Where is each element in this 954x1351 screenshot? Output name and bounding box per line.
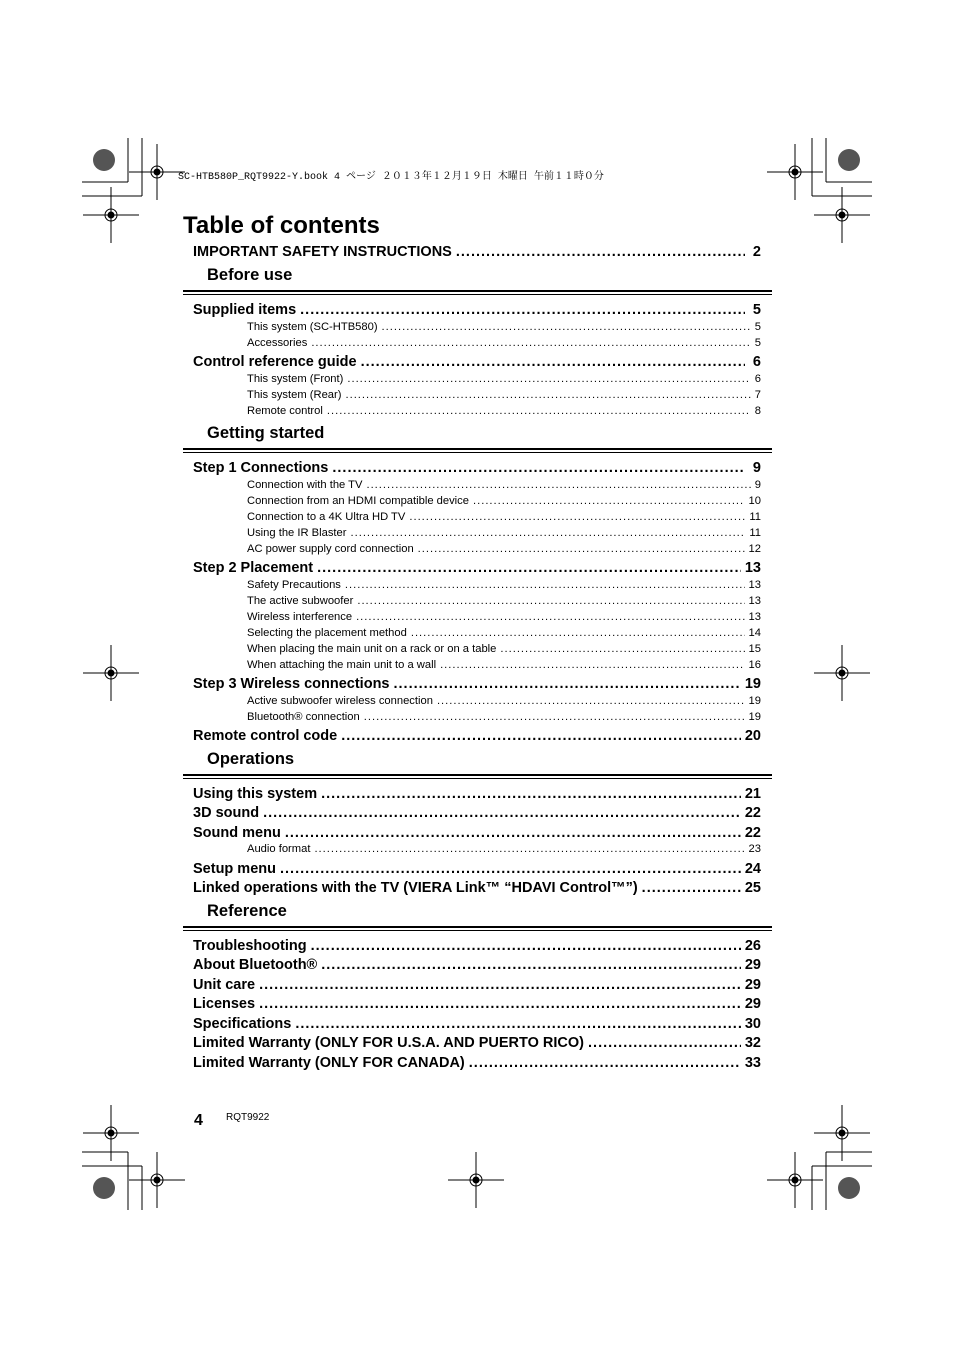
toc-entry-label: Sound menu <box>193 824 281 841</box>
document-code: RQT9922 <box>226 1112 270 1123</box>
toc-entry[interactable] <box>193 805 761 821</box>
toc-subentry-page: 11 <box>749 526 761 539</box>
toc-entry-label: Remote control code <box>193 728 338 744</box>
section-rule <box>183 926 772 931</box>
toc-subentry-label: Accessories <box>247 336 308 349</box>
toc-entry[interactable] <box>193 302 761 318</box>
toc-subentry[interactable] <box>247 611 761 623</box>
toc-entry-page: 21 <box>744 785 761 802</box>
toc-subentry-page: 14 <box>748 626 761 639</box>
toc-entry-page: 24 <box>744 860 761 877</box>
leader-dots <box>500 643 744 655</box>
toc-entry-page: 22 <box>744 824 761 841</box>
leader-dots <box>456 244 745 260</box>
toc-subentry-label: This system (Rear) <box>247 388 342 401</box>
toc-subentry-label: AC power supply cord connection <box>247 542 414 555</box>
toc-entry[interactable] <box>193 977 761 993</box>
toc-subentry-page: 13 <box>748 610 761 623</box>
section-rule <box>183 290 772 295</box>
leader-dots <box>588 1035 741 1051</box>
leader-dots <box>469 1055 741 1071</box>
toc-entry[interactable] <box>193 460 761 476</box>
toc-entry-page: 25 <box>744 880 761 896</box>
leader-dots <box>366 479 750 491</box>
toc-entry[interactable] <box>193 1055 761 1071</box>
toc-subentry-page: 13 <box>748 594 761 607</box>
leader-dots <box>314 843 744 855</box>
toc-subentry-label: This system (Front) <box>247 372 344 385</box>
leader-dots <box>437 695 745 707</box>
toc-subentry-label: Safety Precautions <box>247 578 341 591</box>
leader-dots <box>321 957 741 973</box>
toc-entry-page: 9 <box>752 460 761 476</box>
toc-subentry-page: 12 <box>748 542 761 555</box>
toc-entry-page: 2 <box>752 244 761 260</box>
toc-entry-label: Control reference guide <box>193 354 357 370</box>
toc-entry-label: Limited Warranty (ONLY FOR CANADA) <box>193 1054 465 1071</box>
toc-subentry-page: 8 <box>754 404 761 417</box>
toc-subentry[interactable] <box>247 643 761 655</box>
toc-subentry[interactable] <box>247 511 761 523</box>
toc-subentry[interactable] <box>247 695 761 707</box>
leader-dots <box>317 560 741 576</box>
toc-entry-page: 33 <box>744 1054 761 1071</box>
toc-entry-label: IMPORTANT SAFETY INSTRUCTIONS <box>193 244 452 260</box>
color-patch-icon <box>93 1177 115 1199</box>
leader-dots <box>300 302 745 318</box>
leader-dots <box>345 389 750 401</box>
leader-dots <box>263 805 741 821</box>
leader-dots <box>259 996 741 1012</box>
page-title: Table of contents <box>183 212 380 239</box>
leader-dots <box>311 938 741 954</box>
toc-entry-page: 29 <box>744 996 761 1012</box>
toc-entry-page: 22 <box>744 805 761 821</box>
toc-entry-page: 20 <box>744 728 761 744</box>
toc-subentry[interactable] <box>247 543 761 555</box>
toc-entry-page: 13 <box>744 560 761 576</box>
toc-subentry-page: 19 <box>748 694 761 707</box>
toc-subentry[interactable] <box>247 479 761 491</box>
leader-dots <box>361 354 745 370</box>
toc-entry-page: 5 <box>752 302 761 318</box>
toc-entry-page: 6 <box>752 354 761 370</box>
toc-subentry-page: 6 <box>754 372 761 385</box>
toc-subentry[interactable] <box>247 527 761 539</box>
toc-entry[interactable] <box>193 938 761 954</box>
toc-subentry[interactable] <box>247 405 761 417</box>
toc-entry-label: Using this system <box>193 785 318 802</box>
toc-entry-label: Linked operations with the TV (VIERA Link™ “HDAVI Control™”) <box>193 880 638 896</box>
toc-subentry-page: 15 <box>748 642 761 655</box>
toc-entry-label: Step 2 Placement <box>193 560 314 576</box>
color-patch-icon <box>838 149 860 171</box>
toc-entry-page: 26 <box>744 937 761 954</box>
toc-entry[interactable] <box>193 861 761 877</box>
toc-entry[interactable] <box>193 1035 761 1051</box>
toc-subentry-page: 23 <box>748 843 761 855</box>
toc-subentry[interactable] <box>247 495 761 507</box>
toc-entry[interactable] <box>193 676 761 692</box>
toc-subentry-label: Connection from an HDMI compatible device <box>247 494 469 507</box>
leader-dots <box>364 711 745 723</box>
print-header-line: SC-HTB580P_RQT9922-Y.book 4 ページ ２０１３年１２月１９日 木曜日 午前１１時０分 <box>178 172 604 183</box>
leader-dots <box>332 460 745 476</box>
toc-subentry[interactable] <box>247 579 761 591</box>
section-heading: Before use <box>207 266 293 284</box>
section-rule <box>183 774 772 779</box>
toc-entry[interactable] <box>193 786 761 802</box>
toc-entry[interactable] <box>193 996 761 1012</box>
leader-dots <box>357 595 744 607</box>
leader-dots <box>345 579 745 591</box>
toc-subentry-page: 13 <box>748 578 761 591</box>
leader-dots <box>321 786 741 802</box>
toc-subentry-page: 5 <box>754 336 761 349</box>
toc-entry-label: 3D sound <box>193 805 260 821</box>
leader-dots <box>394 676 741 692</box>
toc-entry-label: About Bluetooth® <box>193 957 318 973</box>
toc-subentry-label: The active subwoofer <box>247 594 354 607</box>
toc-entry[interactable] <box>193 880 761 896</box>
toc-subentry-label: Selecting the placement method <box>247 626 407 639</box>
toc-entry-label: Unit care <box>193 976 256 993</box>
toc-entry[interactable] <box>193 728 761 744</box>
toc-subentry[interactable] <box>247 711 761 723</box>
leader-dots <box>327 405 751 417</box>
toc-entry[interactable] <box>193 957 761 973</box>
leader-dots <box>351 527 746 539</box>
leader-dots <box>259 977 741 993</box>
leader-dots <box>356 611 744 623</box>
leader-dots <box>440 659 744 671</box>
toc-entry-label: Supplied items <box>193 302 297 318</box>
toc-subentry-page: 19 <box>748 710 761 723</box>
toc-entry-label: Setup menu <box>193 860 276 877</box>
leader-dots <box>280 861 741 877</box>
toc-entry[interactable] <box>193 560 761 576</box>
leader-dots <box>642 880 741 896</box>
toc-subentry[interactable] <box>247 389 761 401</box>
toc-subentry[interactable] <box>247 321 761 333</box>
toc-subentry-page: 5 <box>754 320 761 333</box>
leader-dots <box>341 728 741 744</box>
leader-dots <box>285 825 741 841</box>
toc-entry-page: 29 <box>744 976 761 993</box>
toc-subentry-label: Connection to a 4K Ultra HD TV <box>247 510 406 523</box>
leader-dots <box>382 321 751 333</box>
leader-dots <box>295 1016 741 1032</box>
leader-dots <box>473 495 745 507</box>
toc-entry-page: 30 <box>744 1015 761 1032</box>
toc-subentry-page: 7 <box>754 388 761 401</box>
color-patch-icon <box>838 1177 860 1199</box>
toc-entry-label: Step 3 Wireless connections <box>193 676 390 692</box>
toc-subentry-label: When attaching the main unit to a wall <box>247 658 437 671</box>
toc-subentry[interactable] <box>247 337 761 349</box>
toc-subentry-label: Connection with the TV <box>247 478 363 491</box>
toc-entry-label: Limited Warranty (ONLY FOR U.S.A. AND PUERTO RICO) <box>193 1035 585 1051</box>
toc-subentry-page: 9 <box>754 478 761 491</box>
leader-dots <box>347 373 750 385</box>
section-heading: Getting started <box>207 424 325 442</box>
toc-entry[interactable] <box>193 825 761 841</box>
toc-entry[interactable] <box>193 354 761 370</box>
toc-subentry-label: Remote control <box>247 404 323 417</box>
toc-subentry[interactable] <box>247 843 761 855</box>
leader-dots <box>418 543 745 555</box>
section-heading: Reference <box>207 901 287 920</box>
page-number: 4 <box>194 1112 203 1129</box>
section-heading: Operations <box>207 749 295 768</box>
toc-subentry[interactable] <box>247 627 761 639</box>
toc-entry[interactable] <box>193 244 761 260</box>
leader-dots <box>311 337 750 349</box>
toc-subentry-page: 16 <box>748 658 761 671</box>
toc-entry-label: Troubleshooting <box>193 937 307 954</box>
toc-entry-label: Licenses <box>193 996 256 1012</box>
toc-entry-page: 29 <box>744 957 761 973</box>
toc-subentry-page: 10 <box>748 494 761 507</box>
leader-dots <box>411 627 745 639</box>
leader-dots <box>409 511 745 523</box>
toc-entry-page: 19 <box>744 676 761 692</box>
section-rule <box>183 448 772 453</box>
toc-entry-page: 32 <box>744 1035 761 1051</box>
toc-entry-label: Specifications <box>193 1015 292 1032</box>
toc-subentry-label: Wireless interference <box>247 610 353 623</box>
toc-subentry[interactable] <box>247 659 761 671</box>
toc-subentry-label: Audio format <box>247 843 311 855</box>
toc-subentry-label: Bluetooth® connection <box>247 710 360 723</box>
toc-entry-label: Step 1 Connections <box>193 460 329 476</box>
toc-subentry-page: 11 <box>749 510 761 523</box>
toc-subentry-label: This system (SC-HTB580) <box>247 320 378 333</box>
toc-subentry[interactable] <box>247 595 761 607</box>
toc-subentry[interactable] <box>247 373 761 385</box>
toc-subentry-label: Active subwoofer wireless connection <box>247 694 433 707</box>
toc-subentry-label: When placing the main unit on a rack or on a table <box>247 642 497 655</box>
color-patch-icon <box>93 149 115 171</box>
toc-subentry-label: Using the IR Blaster <box>247 526 347 539</box>
toc-entry[interactable] <box>193 1016 761 1032</box>
